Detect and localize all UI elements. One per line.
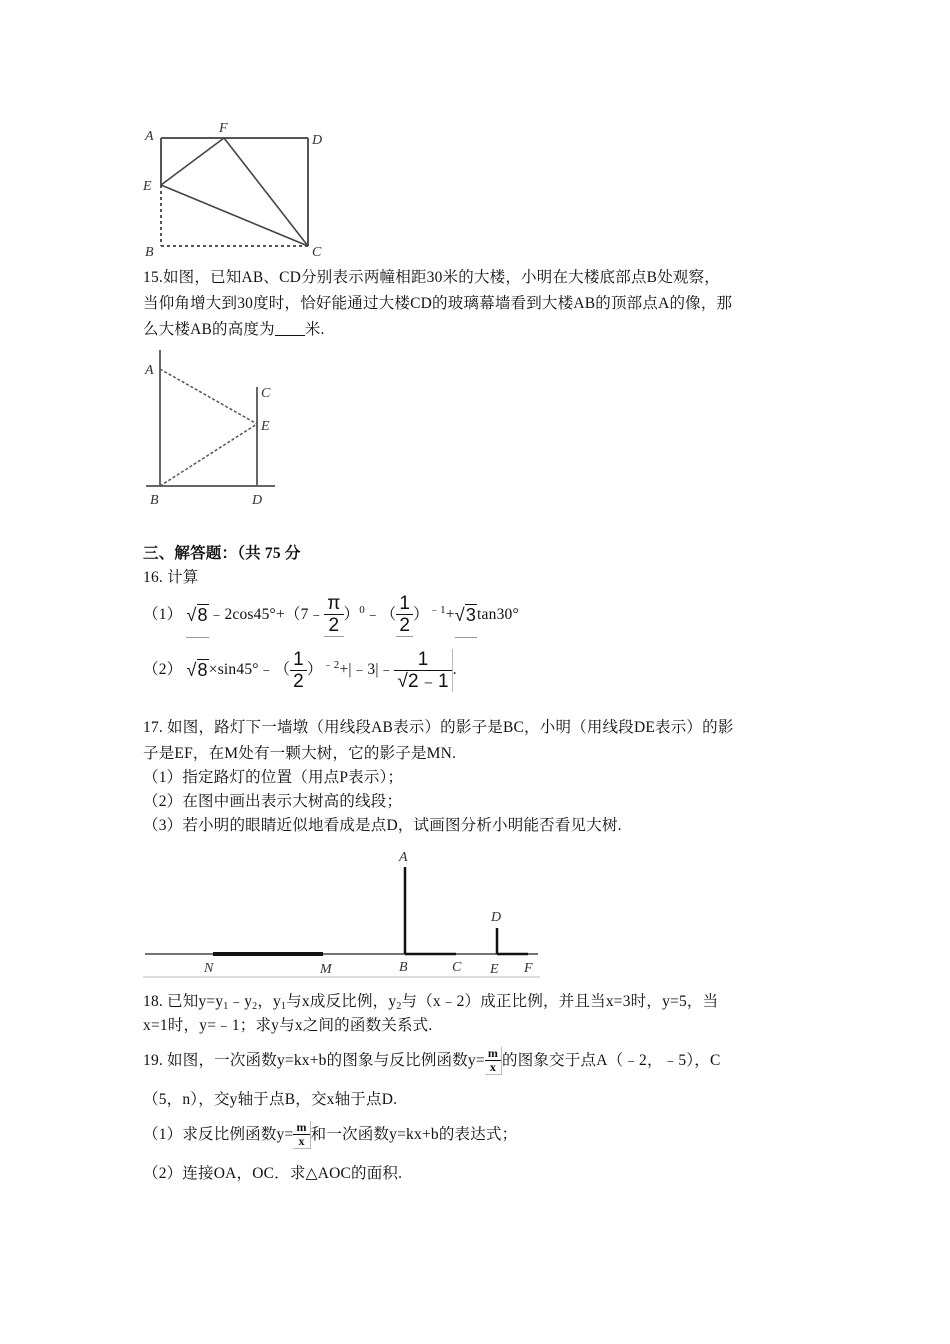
subscript: 1 [281,1001,287,1012]
q18-line1 [143,992,718,1017]
fraction-m-over-x [293,1121,310,1149]
part-label: （1） [143,606,183,623]
fraction-pi-over-2 [324,593,343,637]
label-f: F [219,121,228,136]
radicand: 8 [197,604,208,625]
radicand: 3 [465,604,477,625]
radicand: 2 [408,670,419,692]
q18-text: 18. 已知y=y [143,993,224,1010]
subscript: 2 [252,1001,258,1012]
expr-text: ×sin45°﹣（ [208,661,291,678]
denominator: 2 [324,614,343,637]
denominator: √2﹣1 [394,670,451,692]
q17-sub1: （1）指定路灯的位置（用点P表示）； [143,769,404,786]
q19-text: 的图象交于点A（﹣2，﹣5），C [502,1052,721,1069]
numerator: m [296,1120,307,1135]
label-e: E [261,419,270,434]
q19-sub2: （2）连接OA，OC．求△AOC的面积. [143,1165,403,1182]
expr-text: . [452,661,457,678]
fraction-one-half [290,649,307,692]
label-d: D [252,493,263,508]
denominator: 2 [290,670,307,692]
answer-blank[interactable] [275,321,305,336]
section-title: 三、解答题：（共 75 分 [143,545,301,562]
label-a: A [145,129,154,144]
label-m: M [320,962,332,977]
label-e: E [143,179,152,194]
figure-two-buildings [140,350,280,510]
q15-text-3: 么大楼AB的高度为 [143,321,275,338]
denominator: 2 [396,614,413,637]
q19-sub1 [143,1118,517,1152]
sqrt-8: √8 [186,593,208,638]
q18-text: ﹣y [228,993,253,1010]
exponent: 0 [359,604,365,616]
label-b: B [145,245,154,260]
exponent: ﹣1 [428,604,446,616]
expr-text: ） [306,661,323,678]
sqrt-8: √8 [186,660,208,681]
question-number: 15. [143,269,163,286]
q19-line2: （5，n），交y轴于点B，交x轴于点D. [143,1091,398,1108]
q15-line1 [143,268,720,288]
q15-line2: 当仰角增大到30度时，恰好能通过大楼CD的玻璃幕墙看到大楼AB的顶部点A的像，那 [143,295,733,312]
q15-text-3b: 米. [304,321,325,338]
numerator: 1 [293,648,304,670]
exponent: ﹣2 [322,659,340,671]
figure-rectangle-fold [140,118,340,260]
label-b: B [399,960,408,975]
q16-title [143,568,198,588]
label-f: F [524,961,533,976]
question-number: 16. [143,569,163,586]
q15-text-1: 如图，已知AB、CD分别表示两幢相距30米的大楼，小明在大楼底部点B处观察， [162,269,720,286]
figure-lamp-shadows [140,845,550,980]
label-a: A [399,850,408,865]
expr-text: + [445,606,455,623]
expr-text: ﹣2cos45°+（7﹣ [208,606,325,623]
minus-one: ﹣1 [418,670,449,692]
label-c: C [312,245,322,260]
q19-line1 [143,1044,721,1078]
q18-line2: x=1时，y=﹣1；求y与x之间的函数关系式. [143,1017,433,1034]
denominator: x [485,1060,501,1074]
numerator: 1 [417,648,429,670]
label-d: D [491,910,502,925]
label-c: C [452,960,462,975]
label-n: N [204,961,214,976]
expr-text: ） [343,606,360,623]
fraction-m-over-x [485,1047,502,1075]
label-c: C [261,386,271,401]
q16-title-text: 计算 [167,569,199,586]
fraction-one-over-sqrt2-minus-1 [394,649,452,692]
q16-part1 [143,588,519,637]
label-a: A [145,363,154,378]
q18-text: 与x成反比例，y [286,993,397,1010]
q17-line2: 子是EF，在M处有一颗大树，它的影子是MN. [143,745,457,762]
label-e: E [490,962,499,977]
q18-text: ，y [257,993,282,1010]
numerator: π [327,593,341,615]
subscript: 2 [396,1001,402,1012]
q15-line3 [143,320,325,340]
q17-line1: 17. 如图，路灯下一墙墩（用线段AB表示）的影子是BC，小明（用线段DE表示）的影 [143,719,734,736]
label-d: D [312,133,323,148]
q18-text: 与（x﹣2）成正比例，并且当x=3时，y=5，当 [401,993,719,1010]
part-label: （2） [143,661,183,678]
q17-sub2: （2）在图中画出表示大树高的线段； [143,793,403,810]
q19-text: 和一次函数y=kx+b的表达式； [310,1126,518,1143]
expr-text: ） [413,606,429,623]
expr-text: +|﹣3|﹣ [339,661,395,678]
radicand: 8 [197,660,208,681]
q16-part2 [143,642,457,692]
subscript: 1 [223,1001,229,1012]
sqrt-3: √3 [455,593,477,638]
expr-text: ﹣（ [364,606,397,623]
denominator: x [293,1134,309,1148]
numerator: m [487,1046,499,1061]
fraction-one-half [396,593,413,637]
numerator: 1 [399,593,411,615]
expr-text: tan30° [477,606,519,623]
q19-text: 19. 如图，一次函数y=kx+b的图象与反比例函数y= [143,1052,485,1069]
q19-text: （1）求反比例函数y= [143,1126,294,1143]
label-b: B [150,493,159,508]
q17-sub3: （3）若小明的眼睛近似地看成是点D，试画图分析小明能否看见大树. [143,817,622,834]
